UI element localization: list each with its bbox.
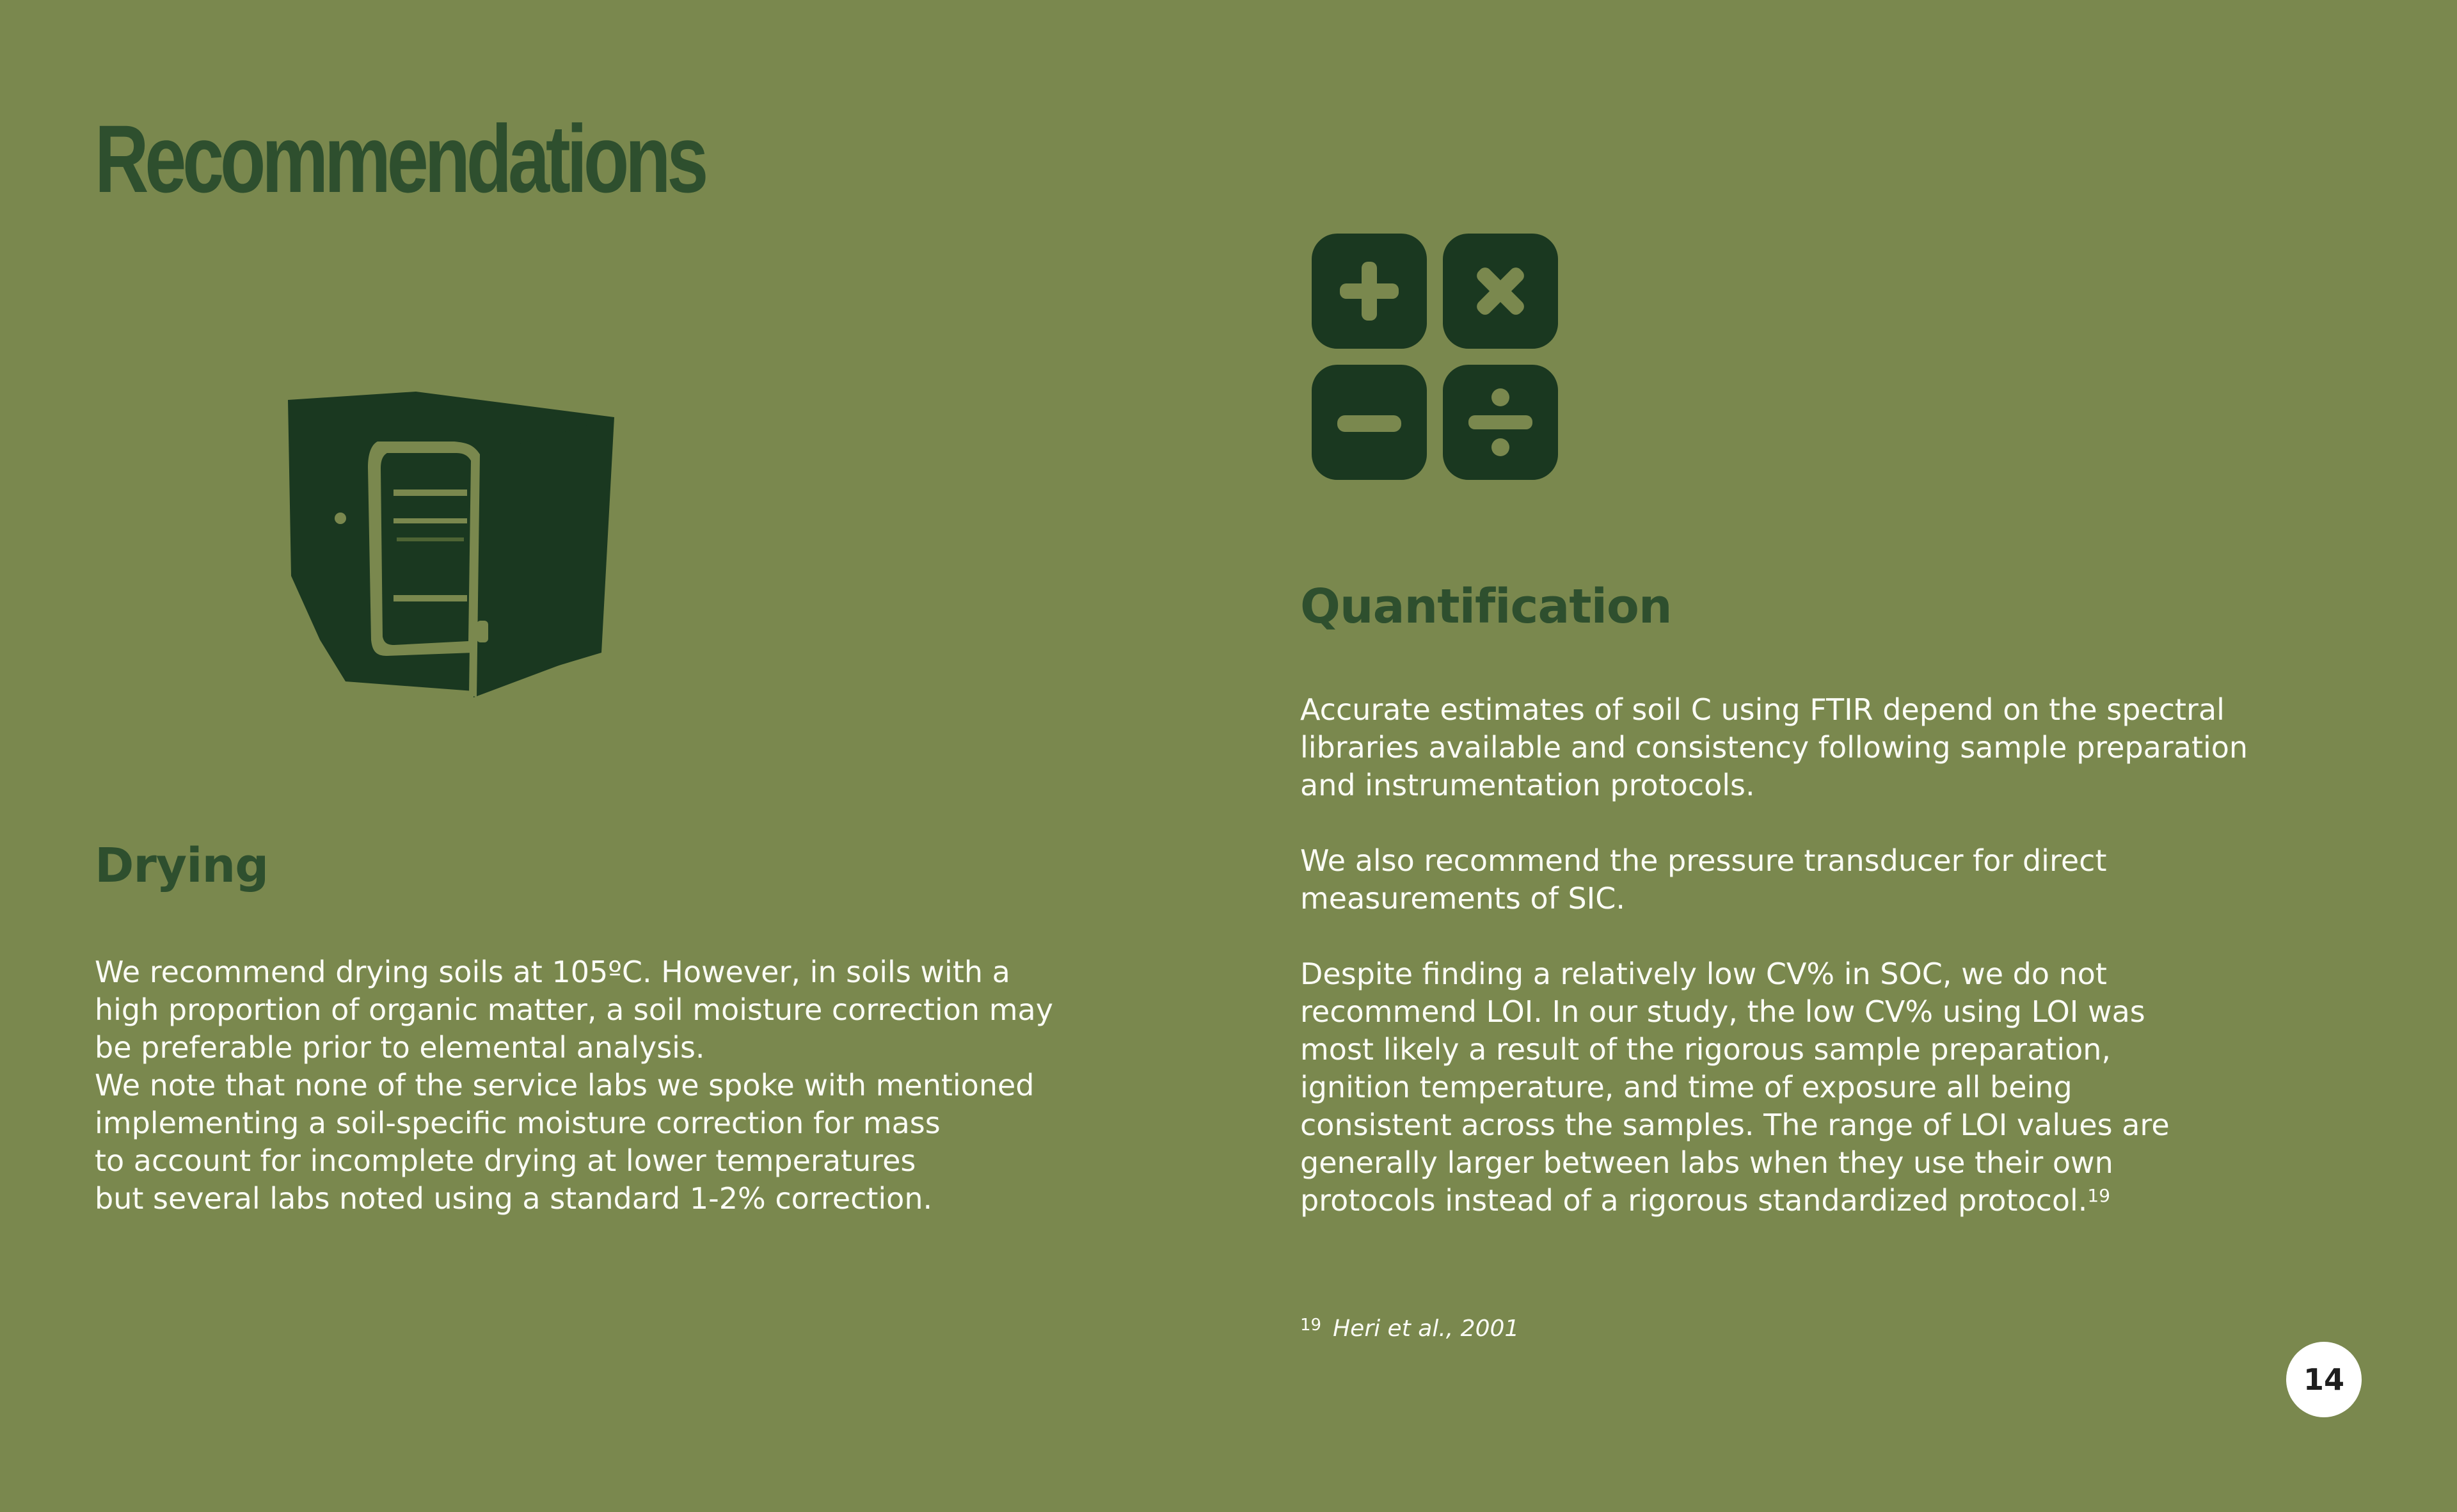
drying-heading: Drying [95, 838, 269, 893]
quantification-paragraph-1: Accurate estimates of soil C using FTIR depend on the spectral libraries available and consistency following sample preparation and instrumentation protocols. [1300, 692, 2248, 802]
oven-icon [282, 384, 627, 768]
page-title: Recommendations [95, 105, 705, 212]
footnote-number: 19 [1300, 1316, 1322, 1335]
quantification-heading: Quantification [1300, 579, 1672, 634]
quantification-paragraph-3-text: Despite finding a relatively low CV% in SOC, we do not recommend LOI. In our study, the low CV% using LOI was most likely a result of the rigorous sample preparation, ignition temperature, and time of exposure all being consistent across the samples. The range of LOI values are generally larger between labs when they use their own protocols instead of a rigorous standardized protocol. [1300, 957, 2170, 1218]
quantification-paragraph-3 [1300, 955, 2401, 1220]
footnote-reference[interactable]: 19 [2087, 1185, 2111, 1206]
calculator-icon [1312, 234, 1558, 480]
footnote [1300, 1316, 1519, 1342]
drying-body: We recommend drying soils at 105ºC. However, in soils with a high proportion of organic matter, a soil moisture correction may be preferable prior to elemental analysis. We note that none of the service labs we spoke with mentioned implementing a soil-specific moisture correction for mass to account for incomplete drying at lower temperatures but several labs noted using a standard 1-2% correction. [95, 955, 1053, 1216]
quantification-paragraph-2: We also recommend the pressure transducer for direct measurements of SIC. [1300, 843, 2107, 916]
footnote-text: Heri et al., 2001 [1333, 1316, 1520, 1342]
page-number-badge: 14 [2286, 1342, 2362, 1417]
